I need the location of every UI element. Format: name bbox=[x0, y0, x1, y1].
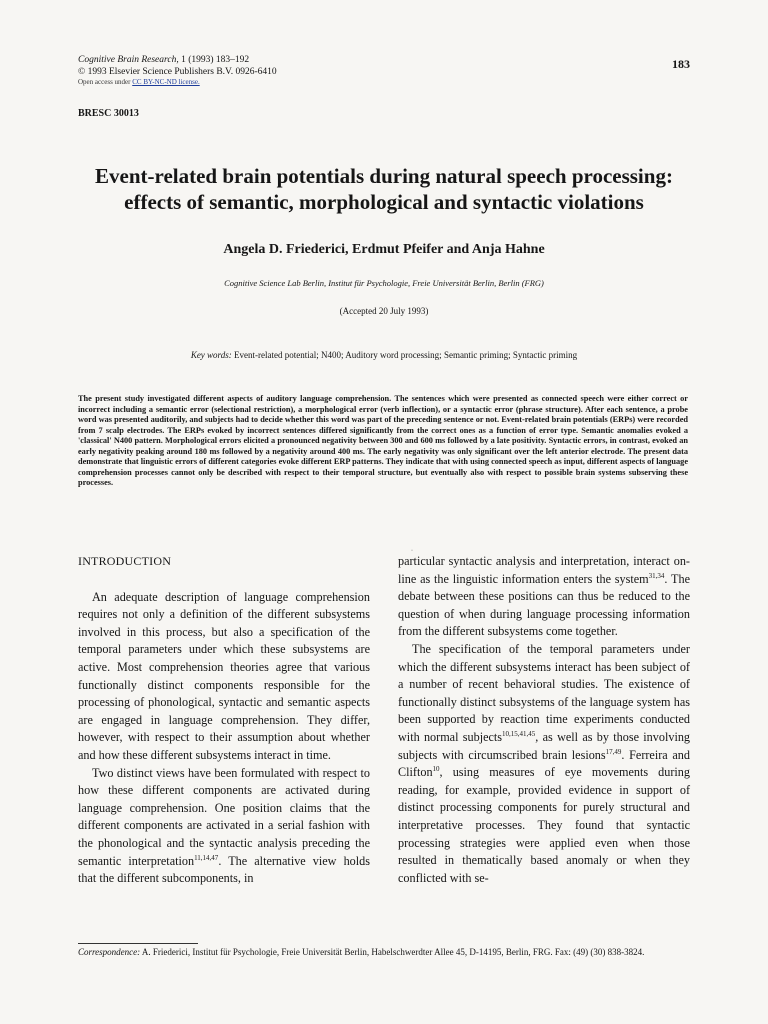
paragraph: The specification of the temporal parameters under which the different subsystems interact has been subject of a number of recent behavioral studies. The existence of functionally distinct subsystems of the language system has been supported by reaction time experiments conducted with normal subjects$^{10,15,41,45}$, as well as by those involving subjects with circumscribed brain lesions$^{17,49}$. Ferreira and Clifton$^{10}$, using measures of eye movements during reading, for example, provided evidence in support of distinct processing components for purely structural and interpretative processes. They found that syntactic processing strategies were applied even when those resulted in thematically based anomaly or when they conflicted with se- bbox=[398, 641, 691, 885]
paragraph: particular syntactic analysis and interpretation, interact on-line as the linguistic information enters the system$^{31,34}$. The debate between these positions can thus be reduced to the question of when during language processing information from the different subsystems come together. bbox=[398, 554, 690, 639]
citation-ref: 17,49 bbox=[605, 747, 622, 756]
citation-ref: 10,15,41,45 bbox=[502, 729, 536, 738]
left-column bbox=[78, 553, 370, 888]
decorative-dot: · bbox=[411, 548, 413, 554]
page-number: 183 bbox=[672, 57, 690, 71]
document-code: BRESC 30013 bbox=[78, 108, 139, 119]
article-title: Event-related brain potentials during natural speech processing: effects of semantic, morphological and syntactic violations bbox=[95, 164, 673, 214]
keywords-label: Key words: bbox=[190, 350, 232, 360]
accepted-date: (Accepted 20 July 1993) bbox=[339, 306, 429, 316]
right-column bbox=[398, 553, 690, 887]
paragraph: Two distinct views have been formulated with respect to how these different components are activated during language comprehension. One position claims that the different components are activated in a serial fashion with the phonological and the syntactic analysis preceding the semantic interpretation$^{11,14,47}$. The alternative view holds that the different subcomponents, in bbox=[78, 765, 370, 886]
license-link[interactable]: CC BY-NC-ND license. bbox=[132, 78, 200, 86]
journal-header bbox=[78, 54, 277, 87]
citation-ref: 11,14,47 bbox=[194, 853, 219, 862]
paragraph: An adequate description of language comprehension requires not only a definition of the different subsystems involved in this process, but also a specification of the temporal parameters under which these subsystems are active. Most comprehension theories agree that various functionally distinct components responsible for the processing of phonological, syntactic and semantic aspects are engaged in language comprehension. They differ, however, with respect to their assumption about whether and how these different subsystems interact in time. bbox=[78, 589, 370, 762]
journal-citation: Cognitive Brain Research, 1 (1993) 183–192 bbox=[78, 55, 250, 65]
affiliation: Cognitive Science Lab Berlin, Institut für Psychologie, Freie Universität Berlin, Berlin (FRG) bbox=[224, 278, 544, 288]
correspondence-footnote: Correspondence: A. Friederici, Institut für Psychologie, Freie Universität Berlin, Habelschwerdter Allee 45, D-14195, Berlin, FRG. Fax: (49) (30) 838-3824. bbox=[78, 947, 645, 957]
footnote-rule bbox=[78, 943, 198, 944]
license-line: Open access under CC BY-NC-ND license. bbox=[78, 78, 200, 86]
citation-ref: 31,34 bbox=[648, 571, 665, 580]
citation-ref: 10 bbox=[432, 765, 440, 774]
abstract: The present study investigated different aspects of auditory language comprehension. The sentences which were presented as connected speech were either correct or incorrect including a semantic error (selectional restriction), a morphological error (verb inflection), or a syntactic error (phrase structure). After each sentence, a probe word was presented auditorily, and subjects had to decide whether this word was part of the preceding sentence or not. Event-related brain potentials (ERPs) were recorded from 7 scalp electrodes. The ERPs evoked by incorrect sentences differed significantly from the correct ones as a function of error type. Semantic anomalies evoked a 'classical' N400 pattern. Morphological errors elicited a pronounced negativity between 300 and 600 ms followed by a late positivity. Syntactic errors, in contrast, evoked an early negativity peaking around 180 ms followed by a negativity around 400 ms. The early negativity was only significant over the left anterior electrode. The present data demonstrate that linguistic errors of different categories evoke different ERP patterns. They indicate that with using connected speech as input, different aspects of language comprehension processes cannot only be described with respect to their temporal structure, but eventually also with respect to possible brain systems subserving these processes. bbox=[78, 394, 688, 488]
keywords-list: Event-related potential; N400; Auditory word processing; Semantic priming; Syntactic priming bbox=[233, 350, 578, 360]
section-heading: INTRODUCTION bbox=[78, 554, 172, 568]
keywords bbox=[78, 350, 690, 360]
authors: Angela D. Friederici, Erdmut Pfeifer and Anja Hahne bbox=[223, 242, 545, 257]
publisher-line: © 1993 Elsevier Science Publishers B.V. 0926-6410 bbox=[78, 67, 277, 77]
